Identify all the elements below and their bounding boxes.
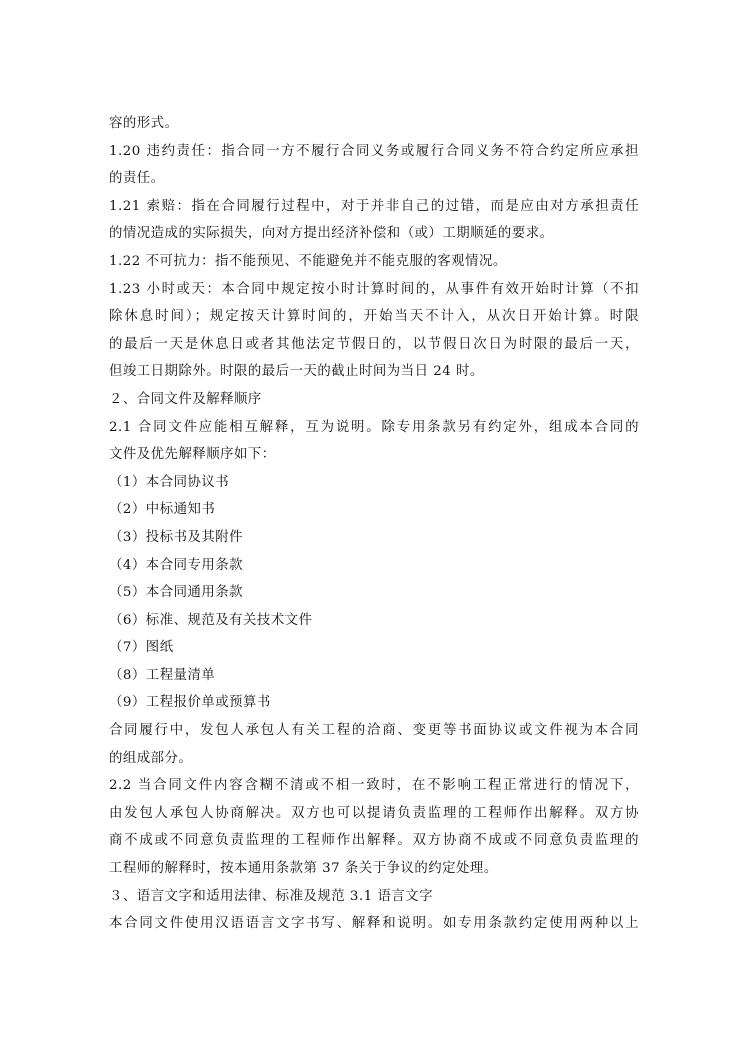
text-line: 但竣工日期除外。时限的最后一天的截止时间为当日 24 时。	[109, 364, 484, 380]
text-line: 除休息时间）；规定按天计算时间的，开始当天不计入，从次日开始计算。时限	[109, 309, 639, 325]
text-line: 的组成部分。	[109, 750, 193, 766]
text-line: ２、合同文件及解释顺序	[109, 391, 262, 407]
text-line: 本合同文件使用汉语语言文字书写、解释和说明。如专用条款约定使用两种以上	[109, 916, 639, 932]
text-line: 的情况造成的实际损失，向对方提出经济补偿和（或）工期顺延的要求。	[109, 226, 554, 242]
text-line: （3）投标书及其附件	[109, 529, 244, 545]
text-line: 商不成或不同意负责监理的工程师作出解释。双方协商不成或不同意负责监理的	[109, 833, 639, 849]
text-line: （9）工程报价单或预算书	[109, 695, 271, 711]
text-line: 2.1 合同文件应能相互解释，互为说明。除专用条款另有约定外，组成本合同的	[109, 419, 639, 435]
text-line: （7）图纸	[109, 640, 174, 656]
text-line: 的最后一天是休息日或者其他法定节假日的，以节假日次日为时限的最后一天，	[109, 336, 639, 352]
text-line: 1.21 索赔：指在合同履行过程中，对于并非自己的过错，而是应由对方承担责任	[109, 198, 639, 214]
document-body	[109, 110, 639, 938]
text-line: 容的形式。	[109, 116, 179, 131]
text-line: 工程师的解释时，按本通用条款第 37 条关于争议的约定处理。	[109, 861, 498, 877]
text-line: （1）本合同协议书	[109, 474, 230, 490]
text-line: （4）本合同专用条款	[109, 557, 244, 573]
text-line: 文件及优先解释顺序如下：	[109, 447, 276, 463]
text-line: （5）本合同通用条款	[109, 585, 244, 601]
text-line: 1.22 不可抗力：指不能预见、不能避免并不能克服的客观情况。	[109, 253, 507, 269]
text-line: 1.23 小时或天：本合同中规定按小时计算时间的，从事件有效开始时计算（不扣	[109, 281, 639, 297]
text-line: 2.2 当合同文件内容含糊不清或不相一致时，在不影响工程正常进行的情况下，	[109, 778, 639, 794]
text-line: 1.20 违约责任：指合同一方不履行合同义务或履行合同义务不符合约定所应承担	[109, 143, 639, 159]
text-line: （8）工程量清单	[109, 667, 216, 683]
text-line: 合同履行中，发包人承包人有关工程的洽商、变更等书面协议或文件视为本合同	[109, 723, 639, 739]
text-line: （2）中标通知书	[109, 502, 216, 518]
text-line: （6）标准、规范及有关技术文件	[109, 612, 313, 628]
text-line: 的责任。	[109, 171, 165, 187]
text-line: 由发包人承包人协商解决。双方也可以提请负责监理的工程师作出解释。双方协	[109, 805, 639, 821]
text-line: ３、语言文字和适用法律、标准及规范 3.1 语言文字	[109, 888, 434, 904]
